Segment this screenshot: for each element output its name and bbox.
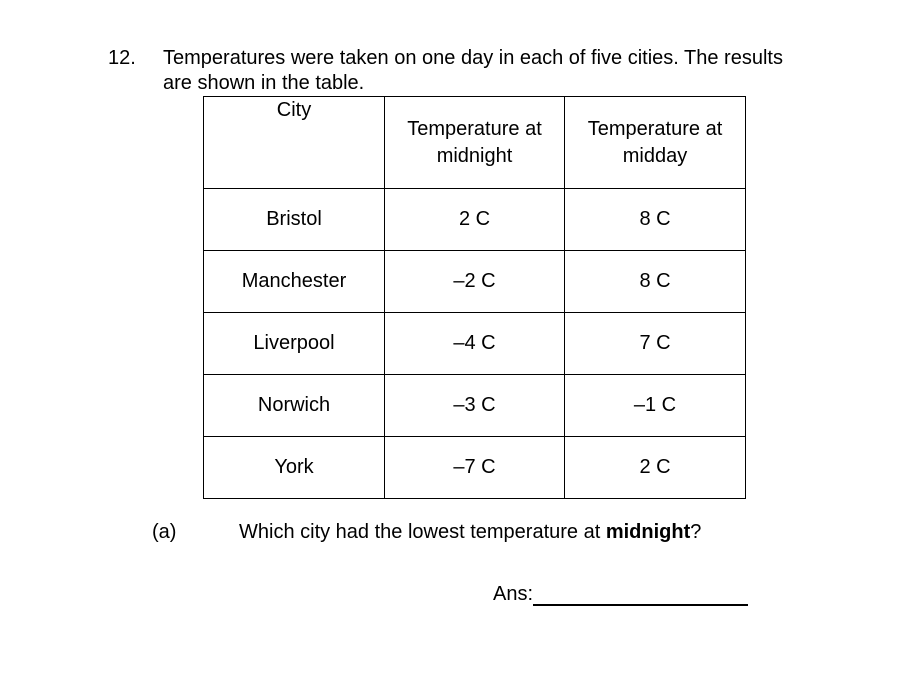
answer-line[interactable]	[533, 584, 748, 606]
midday-temp-cell: 2 C	[565, 437, 746, 499]
part-a-question	[239, 520, 701, 544]
midnight-temp-cell: –3 C	[385, 375, 565, 437]
midnight-temp-cell: 2 C	[385, 189, 565, 251]
part-a-emphasis: midnight	[605, 521, 691, 543]
part-a-text-before: Which city had the lowest temperature at	[239, 521, 606, 543]
table-row	[204, 313, 746, 375]
table-row	[204, 437, 746, 499]
city-cell: Bristol	[204, 189, 385, 251]
midnight-temp-cell: –7 C	[385, 437, 565, 499]
question-number: 12.	[108, 47, 136, 69]
header-midday: Temperature at midday	[565, 97, 746, 189]
city-cell: Manchester	[204, 251, 385, 313]
part-a-label: (a)	[152, 521, 177, 543]
answer-label: Ans:	[493, 583, 534, 605]
midnight-temp-cell: –2 C	[385, 251, 565, 313]
midday-temp-cell: –1 C	[565, 375, 746, 437]
midday-temp-cell: 7 C	[565, 313, 746, 375]
midday-temp-cell: 8 C	[565, 251, 746, 313]
header-midnight: Temperature at midnight	[385, 97, 565, 189]
part-a-text-after: ?	[690, 521, 702, 543]
midnight-temp-cell: –4 C	[385, 313, 565, 375]
table-row	[204, 375, 746, 437]
answer-area	[493, 582, 748, 606]
header-city: City	[204, 97, 385, 189]
midday-temp-cell: 8 C	[565, 189, 746, 251]
question-stem: Temperatures were taken on one day in each of five cities. The results are shown in the table.	[163, 47, 783, 94]
results-table	[203, 96, 746, 499]
city-cell: Norwich	[204, 375, 385, 437]
table-row	[204, 251, 746, 313]
city-cell: Liverpool	[204, 313, 385, 375]
table-header-row	[204, 97, 746, 189]
city-cell: York	[204, 437, 385, 499]
table-row	[204, 189, 746, 251]
